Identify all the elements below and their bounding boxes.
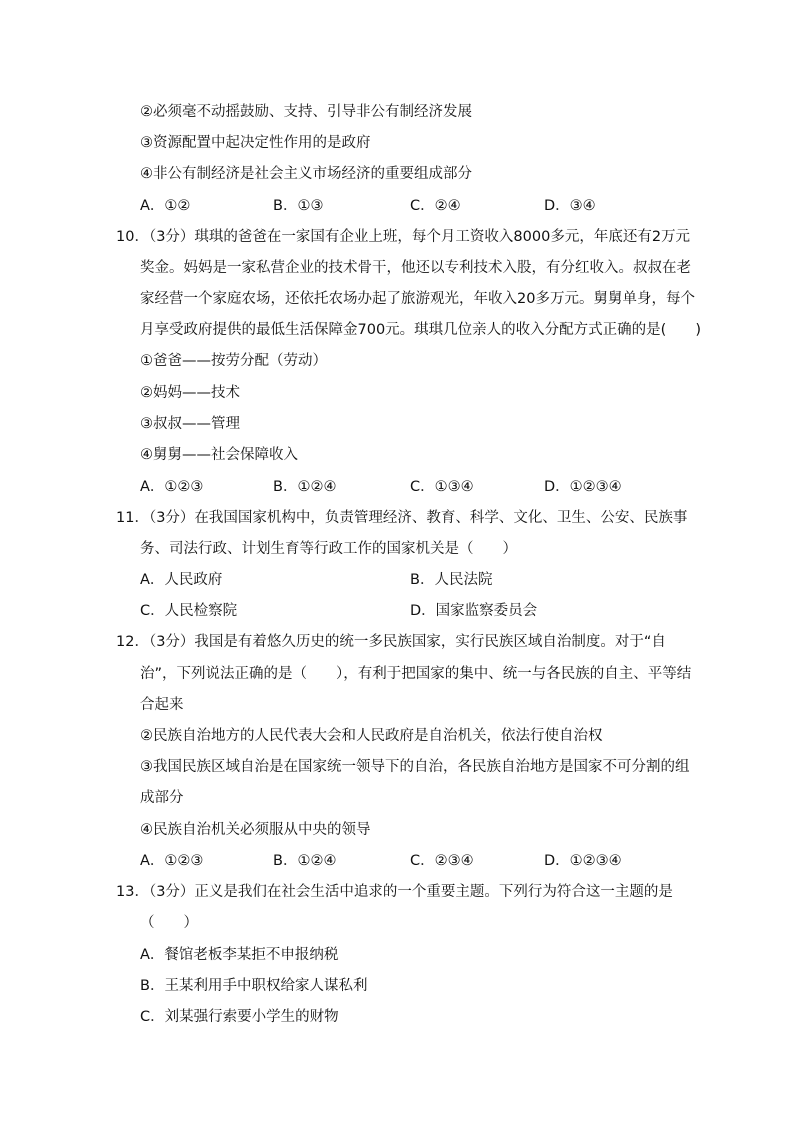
q11-option-d: D．国家监察委员会 (410, 603, 538, 619)
q10-stem-line-4: 月享受政府提供的最低生活保障金700元。琪琪几位亲人的收入分配方式正确的是( ) (140, 322, 701, 338)
q9-option-b: B．①③ (273, 198, 324, 214)
q12-option-c: C．②③④ (410, 853, 474, 869)
q13-stem-line-1: 13．（3分）正义是我们在社会生活中追求的一个重要主题。下列行为符合这一主题的是 (116, 884, 673, 900)
q12-stem-line-2: 治”，下列说法正确的是（ ），有利于把国家的集中、统一与各民族的自主、平等结 (140, 666, 692, 682)
q12-statement-4: ④民族自治机关必须服从中央的领导 (140, 822, 371, 838)
q9-statement-4: ④非公有制经济是社会主义市场经济的重要组成部分 (140, 166, 472, 182)
q10-statement-4: ④舅舅——社会保障收入 (140, 447, 298, 463)
q9-statement-3: ③资源配置中起决定性作用的是政府 (140, 135, 371, 151)
q10-option-d: D．①②③④ (544, 479, 622, 495)
q9-statement-2: ②必须毫不动摇鼓励、支持、引导非公有制经济发展 (140, 104, 472, 120)
q12-option-a: A．①②③ (140, 853, 204, 869)
q9-option-d: D．③④ (544, 198, 596, 214)
q10-option-a: A．①②③ (140, 479, 204, 495)
q10-statement-2: ②妈妈——技术 (140, 385, 240, 401)
q13-option-a: A．餐馆老板李某拒不申报纳税 (140, 947, 339, 963)
q10-stem-line-3: 家经营一个家庭农场，还依托农场办起了旅游观光，年收入20多万元。舅舅单身，每个 (140, 291, 695, 307)
q10-statement-1: ①爸爸——按劳分配（劳动） (140, 353, 327, 369)
q12-statement-2: ②民族自治地方的人民代表大会和人民政府是自治机关，依法行使自治权 (140, 728, 603, 744)
q11-option-c: C．人民检察院 (140, 603, 238, 619)
q11-stem-line-2: 务、司法行政、计划生育等行政工作的国家机关是（ ） (140, 541, 517, 557)
q12-statement-3-cont: 成部分 (140, 790, 184, 806)
q10-option-b: B．①②④ (273, 479, 337, 495)
q10-stem-line-1: 10．（3分）琪琪的爸爸在一家国有企业上班，每个月工资收入8000多元，年底还有2万元 (116, 229, 691, 245)
q12-stem-line-3: 合起来 (140, 697, 184, 713)
q10-stem-line-2: 奖金。妈妈是一家私营企业的技术骨干，他还以专利技术入股，有分红收入。叔叔在老 (140, 260, 691, 276)
q11-option-b: B．人民法院 (410, 572, 493, 588)
q12-option-d: D．①②③④ (544, 853, 622, 869)
q13-option-c: C．刘某强行索要小学生的财物 (140, 1009, 339, 1025)
q11-option-a: A．人民政府 (140, 572, 223, 588)
q11-stem-line-1: 11．（3分）在我国国家机构中，负责管理经济、教育、科学、文化、卫生、公安、民族事 (116, 510, 688, 526)
q9-option-c: C．②④ (410, 198, 461, 214)
q10-statement-3: ③叔叔——管理 (140, 416, 240, 432)
q13-option-b: B．王某利用手中职权给家人谋私利 (140, 978, 368, 994)
q13-stem-line-2: （ ） (140, 915, 198, 931)
q10-option-c: C．①③④ (410, 479, 474, 495)
q12-statement-3: ③我国民族区域自治是在国家统一领导下的自治，各民族自治地方是国家不可分割的组 (140, 759, 690, 775)
q9-option-a: A．①② (140, 198, 191, 214)
q12-stem-line-1: 12．（3分）我国是有着悠久历史的统一多民族国家，实行民族区域自治制度。对于“自 (116, 634, 666, 650)
q12-option-b: B．①②④ (273, 853, 337, 869)
